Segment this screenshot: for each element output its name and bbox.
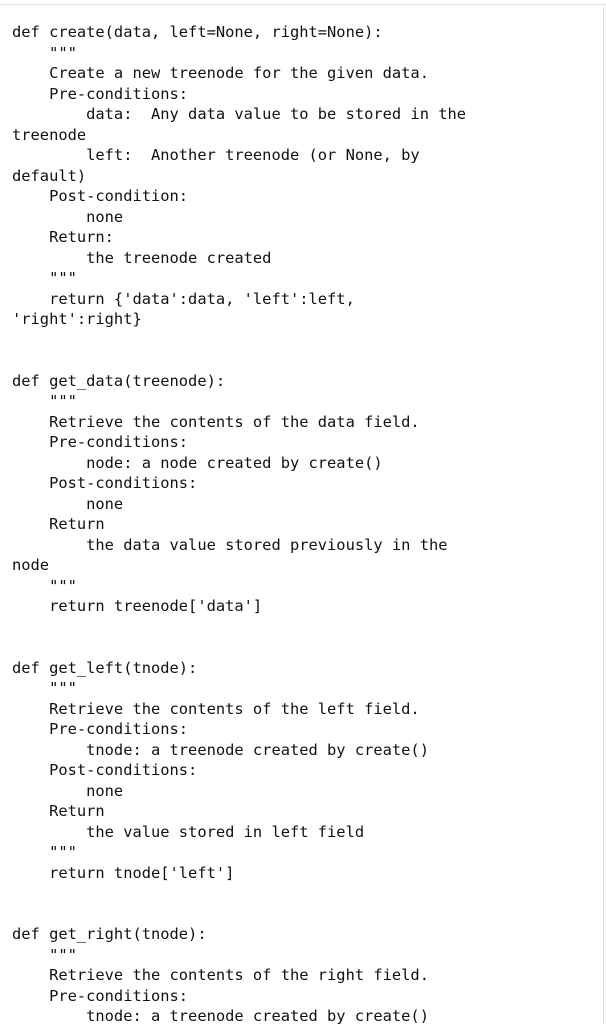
code-line: Post-conditions: <box>12 474 198 492</box>
code-line: Retrieve the contents of the data field. <box>12 412 420 431</box>
right-divider <box>603 4 604 1024</box>
code-line: the data value stored previously in the <box>12 535 448 554</box>
code-line: def create(data, left=None, right=None): <box>12 23 383 41</box>
code-line: none <box>12 781 124 800</box>
code-line: def get_right(tnode): <box>12 925 207 943</box>
code-line: tnode: a treenode created by create() <box>12 1007 429 1025</box>
code-line: Pre-conditions: <box>12 433 189 451</box>
code-line: Create a new treenode for the given data. <box>12 64 429 82</box>
code-line: """ <box>12 679 77 697</box>
code-line: Pre-conditions: <box>12 84 189 103</box>
code-line: """ <box>12 392 77 410</box>
code-line: """ <box>12 43 77 62</box>
code-line: data: Any data value to be stored in the <box>12 105 467 123</box>
code-line <box>12 637 466 658</box>
code-line: Return <box>12 515 105 533</box>
code-line: node: a node created by create() <box>12 453 383 472</box>
code-line: left: Another treenode (or None, by <box>12 146 420 164</box>
code-line: """ <box>12 843 77 861</box>
code-line: treenode <box>12 125 87 144</box>
code-line: Pre-conditions: <box>12 986 189 1005</box>
code-line: return treenode['data'] <box>12 597 263 615</box>
code-line: Pre-conditions: <box>12 720 189 738</box>
code-line: def get_left(tnode): <box>12 658 198 677</box>
code-line: node <box>12 556 50 574</box>
code-line: default) <box>12 166 87 185</box>
code-line <box>12 617 466 638</box>
code-line: def get_data(treenode): <box>12 371 226 390</box>
code-line <box>12 904 466 925</box>
code-line: return tnode['left'] <box>12 863 235 882</box>
top-divider <box>0 4 606 5</box>
code-line: """ <box>12 269 77 287</box>
code-line: """ <box>12 945 77 964</box>
code-line: Post-condition: <box>12 187 189 205</box>
code-block <box>12 22 466 1027</box>
code-line: the treenode created <box>12 248 272 267</box>
code-line: Retrieve the contents of the left field. <box>12 699 420 718</box>
code-line: the value stored in left field <box>12 822 365 841</box>
code-line: Return <box>12 802 105 820</box>
code-line: Return: <box>12 228 114 246</box>
code-line: none <box>12 207 124 226</box>
code-line <box>12 330 466 351</box>
code-line: return {'data':data, 'left':left, <box>12 289 355 308</box>
code-line: Retrieve the contents of the right field. <box>12 966 429 984</box>
code-line <box>12 883 466 904</box>
code-line: tnode: a treenode created by create() <box>12 740 429 759</box>
code-line <box>12 350 466 371</box>
code-line: Post-conditions: <box>12 761 198 779</box>
code-line: 'right':right} <box>12 310 142 328</box>
code-line: """ <box>12 576 77 595</box>
code-line: none <box>12 494 124 513</box>
